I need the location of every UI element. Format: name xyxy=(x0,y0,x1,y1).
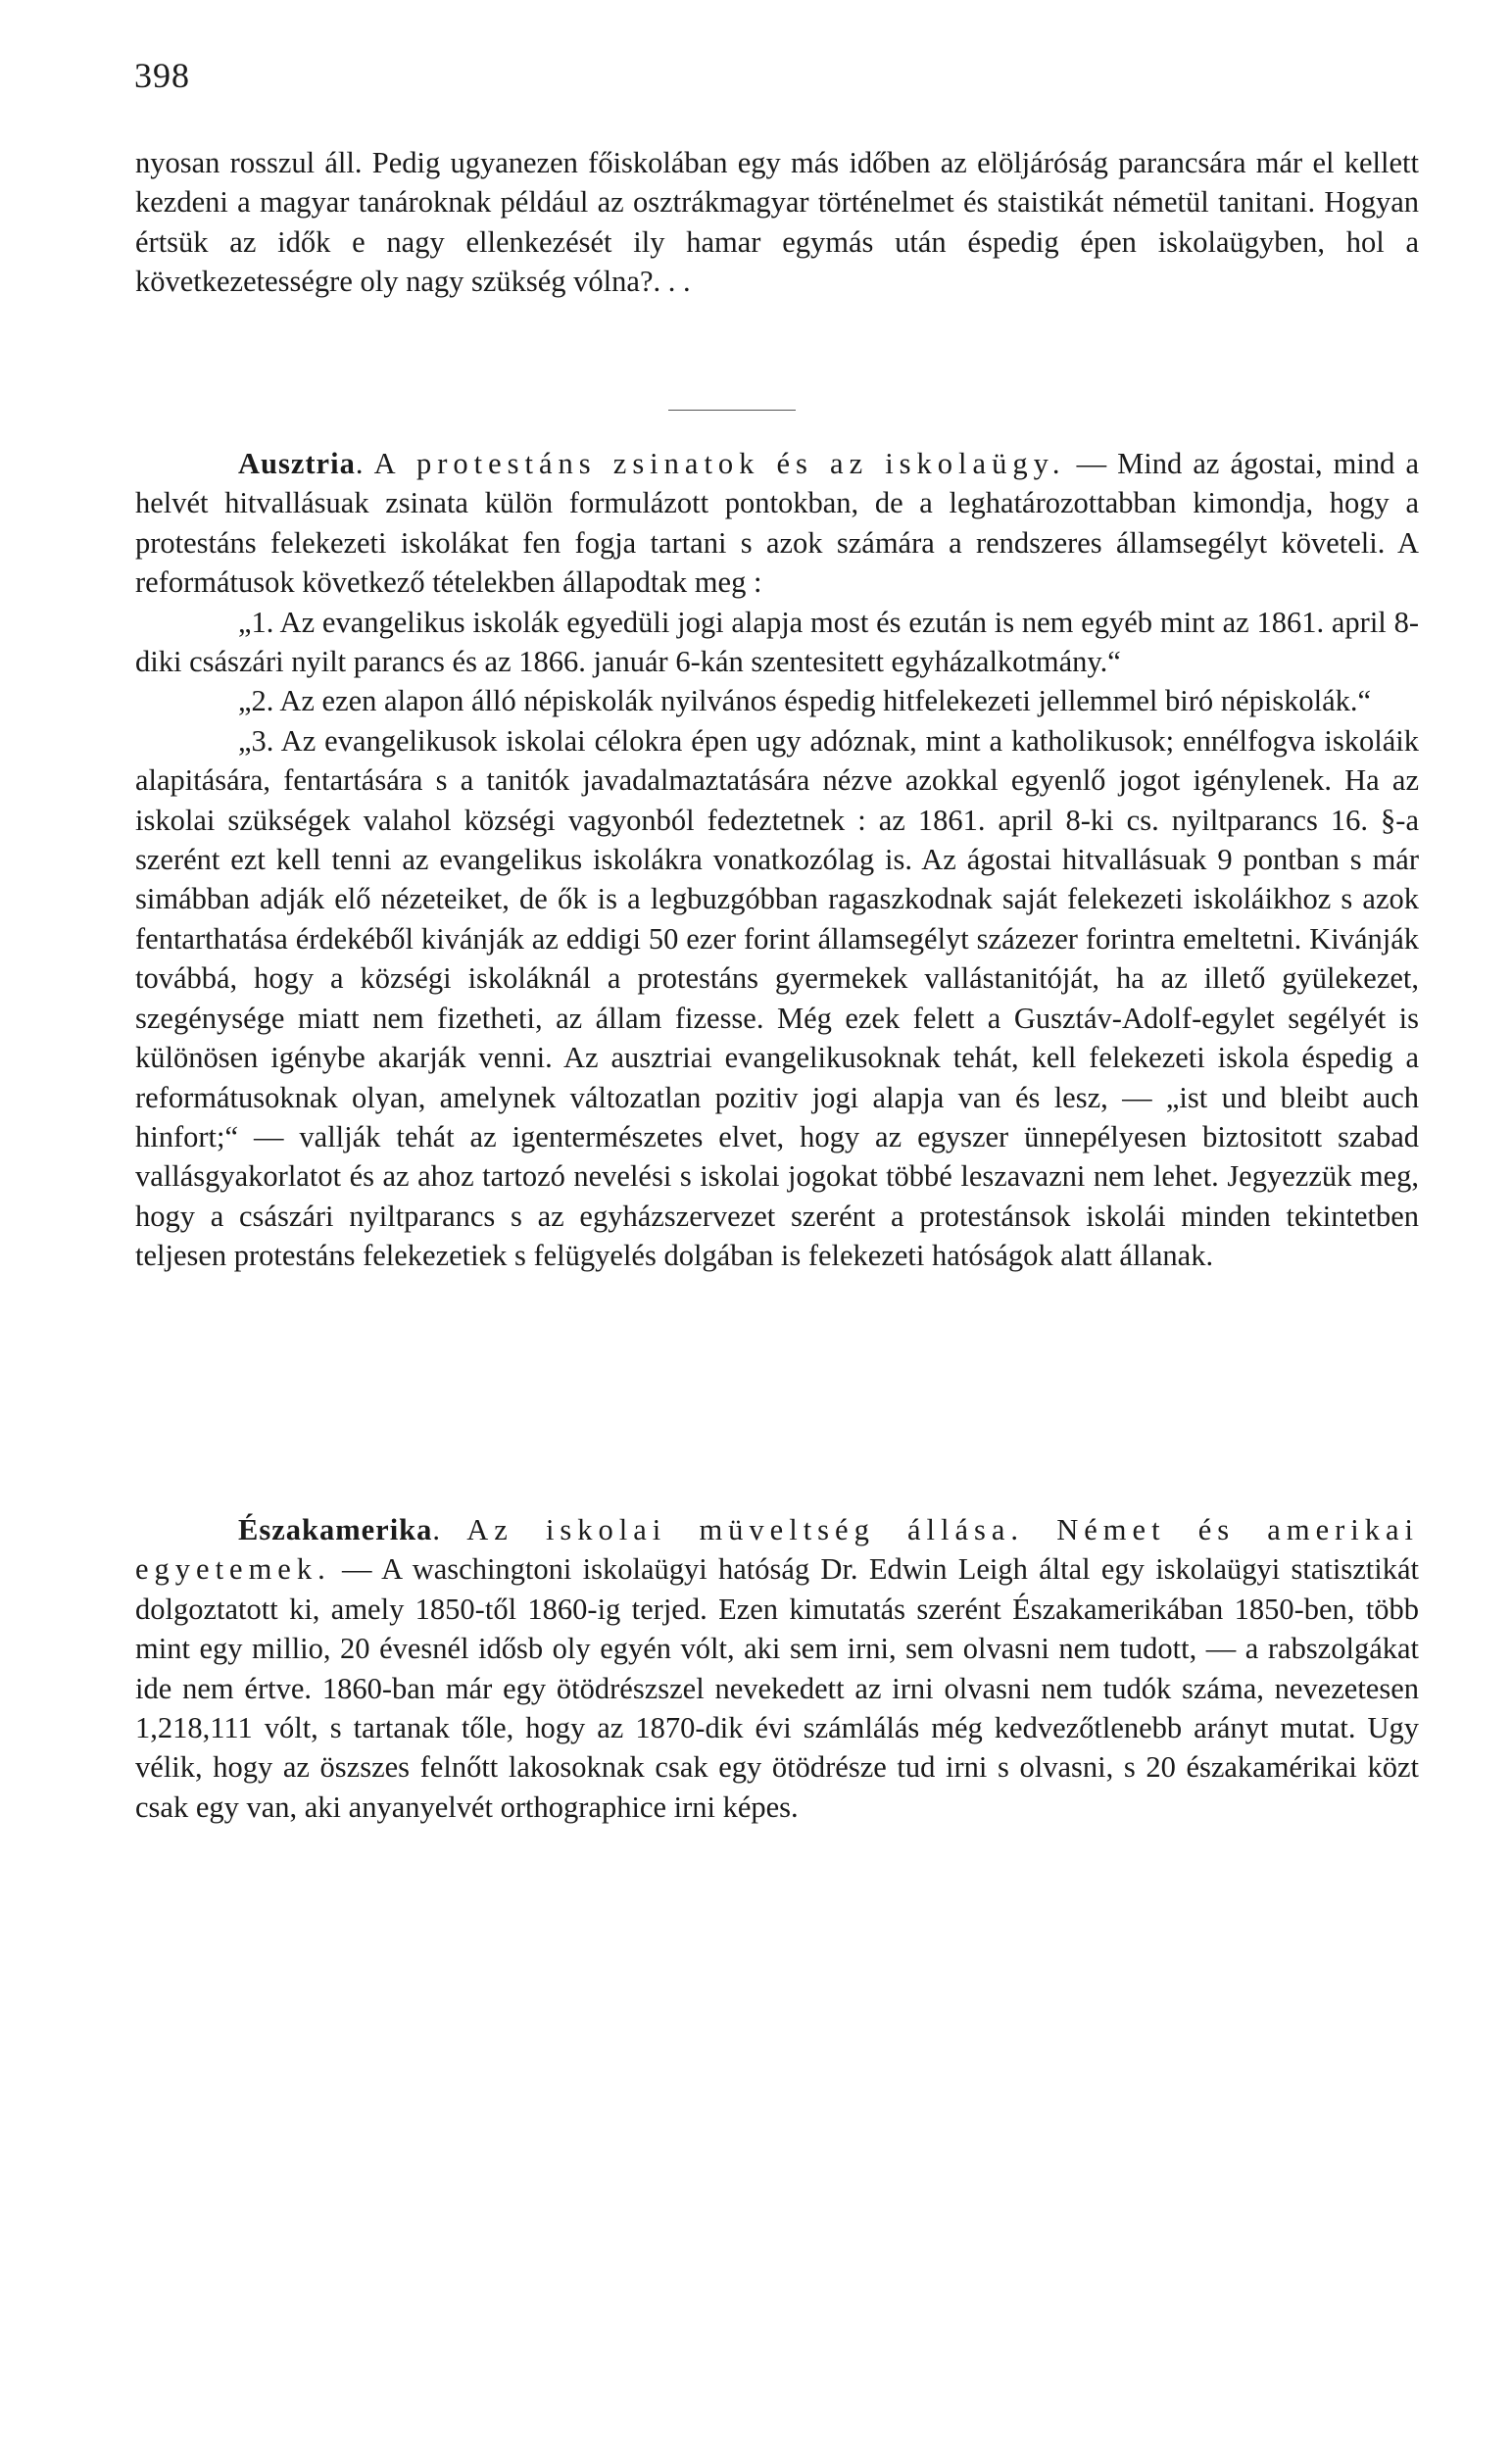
austria-heading: Ausztria xyxy=(238,447,356,480)
austria-lead-paragraph: Ausztria. A protestáns zsinatok és az iskolaügy. — Mind az ágostai, mind a helvét hitvallásuak zsinata külön formulázott pontokban, de a leghatározottabban kimondja, hogy a protestáns felekezeti iskolákat fen fogja tartani s azok számára a rendszeres államsegélyt követeli. A reformátusok következő tételekben állapodtak meg : xyxy=(135,447,1420,600)
austria-point-1: „1. Az evangelikus iskolák egyedüli jogi alapja most és ezután is nem egyéb mint az 1861. april 8-diki császári nyilt parancs és az 1866. január 6-kán szentesitett egyházalkotmány.“ xyxy=(135,605,1419,679)
austria-subtitle: A protestáns zsinatok és az iskolaügy. xyxy=(373,447,1066,480)
austria-body: — Mind az ágostai, mind a helvét hitvallásuak zsinata külön formulázott pontokban, de a leghatározottabban kimondja, hogy a protestáns felekezeti iskolákat fen fogja tartani s azok számára a rendszeres államsegélyt követeli. A reformátusok következő tételekben állapodtak meg : xyxy=(135,447,1420,600)
north-america-body: — A waschingtoni iskolaügyi hatóság Dr. Edwin Leigh által egy iskolaügyi statisztikát dolgoztatott ki, amely 1850-től 1860-ig terjed. Ezen kimutatás szerént Északamerikában 1850-ben, több mint egy millio, 20 évesnél idősb oly egyén vólt, aki sem irni, sem olvasni nem tudott, — a rabszolgákat ide nem értve. 1860-ban már egy ötödrészszel nevekedett az irni olvasni nem tudók száma, nevezetesen 1,218,111 vólt, s tartanak tőle, hogy az 1870-dik évi számlálás még kedvezőtlenebb arányt mutat. Ugy vélik, hogy az öszszes felnőtt lakosoknak csak egy ötödrésze tud irni s olvasni, s 20 északamérikai közt csak egy van, aki anyanyelvét orthographice irni képes. xyxy=(135,1552,1419,1824)
north-america-heading: Északamerika xyxy=(238,1513,433,1546)
intro-paragraph: nyosan rosszul áll. Pedig ugyanezen főiskolában egy más időben az elöljáróság parancsára már el kellett kezdeni a magyar tanároknak például az osztrákmagyar történelmet és staistikát németül tanitani. Hogyan értsük az idők e nagy ellenkezését ily hamar egymás után éspedig épen iskolaügyben, hol a következetességre oly nagy szükség vólna?. . . xyxy=(135,146,1419,299)
north-america-subtitle: Az iskolai müveltség állása. Német és amerikai egyetemek. xyxy=(135,1513,1419,1587)
austria-section xyxy=(135,444,1419,1276)
section-divider xyxy=(668,410,796,411)
austria-point-2: „2. Az ezen alapon álló népiskolák nyilvános éspedig hitfelekezeti jellemmel biró népiskolák.“ xyxy=(238,684,1372,718)
north-america-paragraph: Északamerika. Az iskolai müveltség állása. Német és amerikai egyetemek. — A waschingtoni iskolaügyi hatóság Dr. Edwin Leigh által egy iskolaügyi statisztikát dolgoztatott ki, amely 1850-től 1860-ig terjed. Ezen kimutatás szerént Északamerikában 1850-ben, több mint egy millio, 20 évesnél idősb oly egyén vólt, aki sem irni, sem olvasni nem tudott, — a rabszolgákat ide nem értve. 1860-ban már egy ötödrészszel nevekedett az irni olvasni nem tudók száma, nevezetesen 1,218,111 vólt, s tartanak tőle, hogy az 1870-dik évi számlálás még kedvezőtlenebb arányt mutat. Ugy vélik, hogy az öszszes felnőtt lakosoknak csak egy ötödrésze tud irni s olvasni, s 20 északamérikai közt csak egy van, aki anyanyelvét orthographice irni képes. xyxy=(135,1513,1419,1824)
north-america-section xyxy=(135,1510,1419,1827)
page-number: 398 xyxy=(134,56,190,95)
austria-point-3: „3. Az evangelikusok iskolai célokra épen ugy adóznak, mint a katholikusok; ennélfogva iskoláik alapitására, fentartására s a tanitók javadalmaztatására nézve azokkal egyenlő jogot igénylenek. Ha az iskolai szükségek valahol községi vagyonból fedeztetnek : az 1861. april 8-ki cs. nyiltparancs 16. §-a szerént ezt kell tenni az evangelikus iskolákra vonatkozólag is. Az ágostai hitvallásuak 9 pontban s már simábban adják elő nézeteiket, de ők is a legbuzgóbban ragaszkodnak saját felekezeti iskoláikhoz s azok fentarthatása érdekéből kivánják az eddigi 50 ezer forint államsegélyt százezer forintra emeltetni. Kivánják továbbá, hogy a községi iskoláknál a protestáns gyermekek vallástanitóját, ha az illető gyülekezet, szegénysége miatt nem fizetheti, az állam fizesse. Még ezek felett a Gusztáv-Adolf-egylet segélyét is különösen igénybe akarják venni. Az ausztriai evangelikusoknak tehát, kell felekezeti iskola éspedig a reformátusoknak olyan, amelynek változatlan pozitiv jogi alapja van és lesz, — „ist und bleibt auch hinfort;“ — vallják tehát az igentermészetes elvet, hogy az egyszer ünnepélyesen biztositott szabad vallásgyakorlatot és az ahoz tartozó nevelési s iskolai jogokat többé leszavazni nem lehet. Jegyezzük meg, hogy a császári nyiltparancs s az egyházszervezet szerént a protestánsok iskolái minden tekintetben teljesen protestáns felekezetiek s felügyelés dolgában is felekezeti hatóságok alatt állanak. xyxy=(135,723,1419,1273)
intro-paragraph-block xyxy=(135,143,1419,302)
